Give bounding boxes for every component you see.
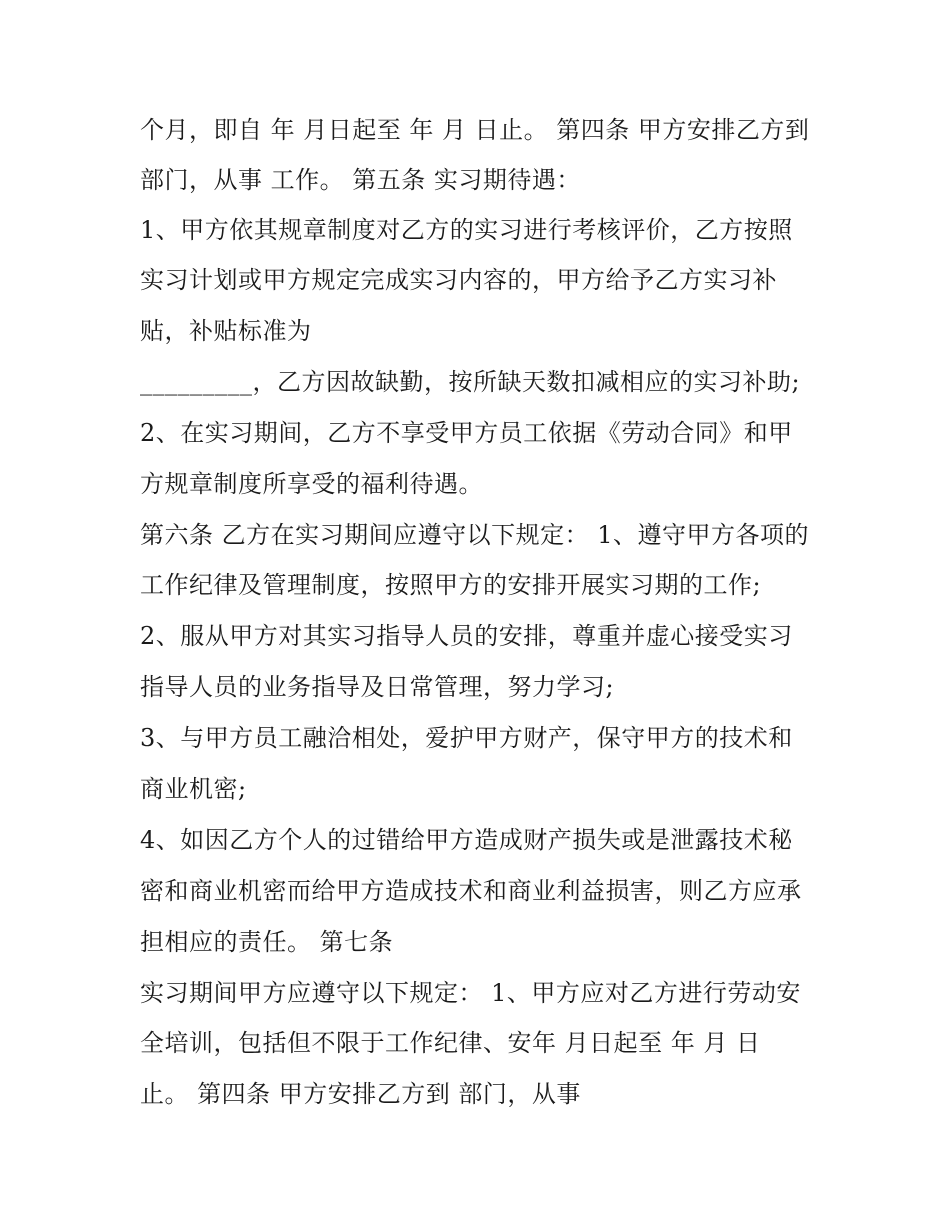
text-line: 指导人员的业务指导及日常管理，努力学习; xyxy=(140,673,615,701)
text-line: 全培训，包括但不限于工作纪律、安年 月日起至 年 月 日 xyxy=(140,1029,761,1057)
text-line: 止。 第四条 甲方安排乙方到 部门，从事 xyxy=(140,1080,581,1108)
text-line: 个月，即自 年 月日起至 年 月 日止。 第四条 甲方安排乙方到 xyxy=(140,116,810,144)
text-line: _________，乙方因故缺勤，按所缺天数扣减相应的实习补助; xyxy=(140,368,801,396)
text-line: 第六条 乙方在实习期间应遵守以下规定： 1、遵守甲方各项的 xyxy=(140,521,810,549)
text-line: 工作纪律及管理制度，按照甲方的安排开展实习期的工作; xyxy=(140,571,762,599)
text-line: 部门，从事 工作。 第五条 实习期待遇： xyxy=(140,166,581,194)
text-line: 密和商业机密而给甲方造成技术和商业利益损害，则乙方应承 xyxy=(140,877,802,905)
text-line: 实习计划或甲方规定完成实习内容的，甲方给予乙方实习补 xyxy=(140,266,777,294)
text-line: 3、与甲方员工融洽相处，爱护甲方财产，保守甲方的技术和 xyxy=(140,724,793,752)
text-line: 实习期间甲方应遵守以下规定： 1、甲方应对乙方进行劳动安 xyxy=(140,979,801,1007)
text-line: 2、在实习期间，乙方不享受甲方员工依据《劳动合同》和甲 xyxy=(140,419,793,447)
text-line: 贴，补贴标准为 xyxy=(140,317,312,345)
text-line: 担相应的责任。 第七条 xyxy=(140,928,394,956)
text-line: 商业机密; xyxy=(140,775,247,803)
text-line: 4、如因乙方个人的过错给甲方造成财产损失或是泄露技术秘 xyxy=(140,826,793,854)
text-line: 2、服从甲方对其实习指导人员的安排，尊重并虚心接受实习 xyxy=(140,622,793,650)
text-line: 方规章制度所享受的福利待遇。 xyxy=(140,470,483,498)
text-line: 1、甲方依其规章制度对乙方的实习进行考核评价，乙方按照 xyxy=(140,216,793,244)
